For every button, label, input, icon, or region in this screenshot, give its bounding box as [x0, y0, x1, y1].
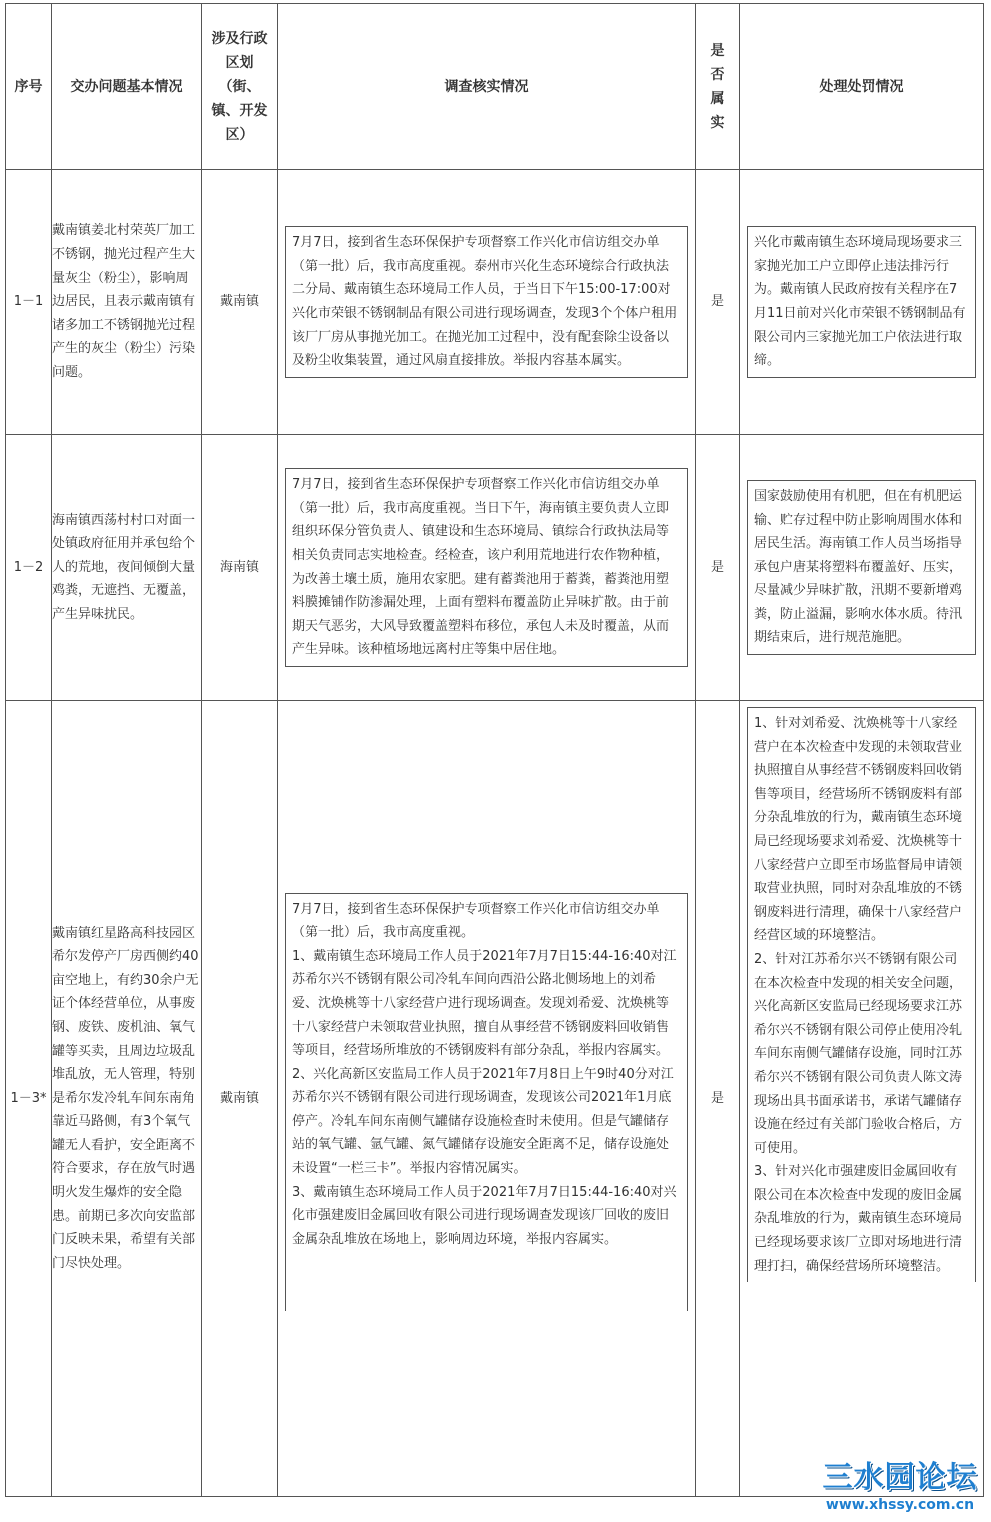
row-handling-text: 兴化市戴南镇生态环境局现场要求三家抛光加工户立即停止违法排污行为。戴南镇人民政府按有关程序在7月11日前对兴化市荣银不锈钢制品有限公司内三家抛光加工户依法进行取缔。 — [754, 235, 966, 369]
table-row — [6, 435, 984, 701]
row-investigation — [278, 435, 696, 701]
handling-paragraph: 2、针对江苏希尔兴不锈钢有限公司在本次检查中发现的相关安全问题，兴化高新区安监局已经现场要求江苏希尔兴不锈钢有限公司停止使用冷轧车间东南侧气罐储存设施，同时江苏希尔兴不锈钢有限公司负责人陈文涛现场出具书面承诺书，承诺气罐储存设施在经过有关部门验收合格后，方可使用。 — [754, 951, 963, 1156]
row-verified: 是 — [696, 435, 740, 701]
row-basic-text: 戴南镇姜北村荣英厂加工不锈钢，抛光过程产生大量灰尘（粉尘），影响周边居民，且表示戴南镇有诸多加工不锈钢抛光过程产生的灰尘（粉尘）污染问题。 — [52, 223, 196, 380]
investigation-paragraph: 3、戴南镇生态环境局工作人员于2021年7月7日15:44-16:40对兴化市强建废旧金属回收有限公司进行现场调查发现该厂回收的废旧金属杂乱堆放在场地上，影响周边环境，举报内容属实。 — [292, 1184, 677, 1247]
row-region: 海南镇 — [202, 435, 278, 701]
header-row — [6, 4, 984, 170]
row-basic-text: 海南镇西荡村村口对面一处镇政府征用并承包给个人的荒地，夜间倾倒大量鸡粪，无遮挡、无覆盖，产生异味扰民。 — [52, 512, 196, 622]
row-investigation — [278, 701, 696, 1497]
header-basic: 交办问题基本情况 — [52, 4, 202, 170]
row-investigation-text: 7月7日，接到省生态环保保护专项督察工作兴化市信访组交办单（第一批）后，我市高度重视。泰州市兴化生态环境综合行政执法二分局、戴南镇生态环境局工作人员，于当日下午15:00-17:00对兴化市荣银不锈钢制品有限公司进行现场调查，发现3个个体户租用该厂厂房从事抛光加工。在抛光加工过程中，没有配套除尘设备以及粉尘收集装置，通过风扇直接排放。举报内容基本属实。 — [292, 235, 678, 369]
header-handling: 处理处罚情况 — [740, 4, 984, 170]
table-row — [6, 170, 984, 435]
header-verified-text: 是否属实 — [710, 42, 725, 131]
row-no: 1－2 — [6, 435, 52, 701]
row-region: 戴南镇 — [202, 701, 278, 1497]
row-basic — [52, 435, 202, 701]
report-table — [5, 3, 984, 1497]
investigation-paragraph: 7月7日，接到省生态环保保护专项督察工作兴化市信访组交办单（第一批）后，我市高度重视。 — [292, 901, 660, 941]
row-handling — [740, 701, 984, 1497]
investigation-paragraph: 1、戴南镇生态环境局工作人员于2021年7月7日15:44-16:40对江苏希尔兴不锈钢有限公司冷轧车间向西沿公路北侧场地上的刘希爱、沈焕桃等十八家经营户进行现场调查。发现刘希爱、沈焕桃等十八家经营户未领取营业执照，擅自从事经营不锈钢废料回收销售等项目，经营场所堆放的不锈钢废料有部分杂乱，举报内容属实。 — [292, 948, 677, 1059]
row-verified: 是 — [696, 701, 740, 1497]
handling-paragraph: 1、针对刘希爱、沈焕桃等十八家经营户在本次检查中发现的未领取营业执照擅自从事经营不锈钢废料回收销售等项目，经营场所不锈钢废料有部分杂乱堆放的行为，戴南镇生态环境局已经现场要求刘希爱、沈焕桃等十八家经营户立即至市场监督局申请领取营业执照，同时对杂乱堆放的不锈钢废料进行清理，确保十八家经营户经营区域的环境整洁。 — [754, 716, 963, 944]
row-handling — [740, 435, 984, 701]
header-region-text: 涉及行政区划（街、镇、开发区） — [211, 30, 268, 143]
row-verified: 是 — [696, 170, 740, 435]
header-verified — [696, 4, 740, 170]
handling-paragraph: 3、针对兴化市强建废旧金属回收有限公司在本次检查中发现的废旧金属杂乱堆放的行为，戴南镇生态环境局已经现场要求该厂立即对场地进行清理打扫，确保经营场所环境整洁。 — [754, 1164, 963, 1274]
header-region — [202, 4, 278, 170]
header-investigation: 调查核实情况 — [278, 4, 696, 170]
row-no: 1－3* — [6, 701, 52, 1497]
row-investigation-text: 7月7日，接到省生态环保保护专项督察工作兴化市信访组交办单（第一批）后，我市高度重视。当日下午，海南镇主要负责人立即组织环保分管负责人、镇建设和生态环境局、镇综合行政执法局等相关负责同志实地检查。经检查，该户利用荒地进行农作物种植，为改善土壤土质，施用农家肥。建有蓄粪池用于蓄粪，蓄粪池用塑料膜摊铺作防渗漏处理，上面有塑料布覆盖防止异味扩散。由于前期天气恶劣，大风导致覆盖塑料布移位，承包人未及时覆盖，从而产生异味。该种植场地远离村庄等集中居住地。 — [292, 477, 670, 658]
row-basic-text: 戴南镇红星路高科技园区希尔发停产厂房西侧约40亩空地上，有约30余户无证个体经营单位，从事废钢、废铁、废机油、氧气罐等买卖，且周边垃圾乱堆乱放，无人管理，特别是希尔发冷轧车间东南角靠近马路侧，有3个氧气罐无人看护，安全距离不符合要求，存在放气时遇明火发生爆炸的安全隐患。前期已多次向安监部门反映未果，希望有关部门尽快处理。 — [52, 925, 199, 1271]
investigation-paragraph: 2、兴化高新区安监局工作人员于2021年7月8日上午9时40分对江苏希尔兴不锈钢有限公司进行现场调查，发现该公司2021年1月底停产。冷轧车间东南侧气罐储存设施检查时未使用。但是气罐储存站的氧气罐、氩气罐、氮气罐储存设施安全距离不足，储存设施处未设置“一栏三卡”。举报内容情况属实。 — [292, 1066, 674, 1177]
watermark-url: www.xhssy.com.cn — [825, 1497, 975, 1513]
row-region: 戴南镇 — [202, 170, 278, 435]
forum-watermark — [815, 1460, 985, 1518]
row-basic — [52, 170, 202, 435]
row-basic — [52, 701, 202, 1497]
watermark-title: 三水园论坛 — [822, 1460, 978, 1495]
row-investigation — [278, 170, 696, 435]
header-no: 序号 — [6, 4, 52, 170]
row-no: 1－1 — [6, 170, 52, 435]
table-row — [6, 701, 984, 1497]
row-handling — [740, 170, 984, 435]
row-handling-text: 国家鼓励使用有机肥，但在有机肥运输、贮存过程中防止影响周围水体和居民生活。海南镇工作人员当场指导承包户唐某将塑料布覆盖好、压实，尽量减少异味扩散，汛期不要新增鸡粪，防止溢漏，影响水体水质。待汛期结束后，进行规范施肥。 — [754, 488, 963, 646]
